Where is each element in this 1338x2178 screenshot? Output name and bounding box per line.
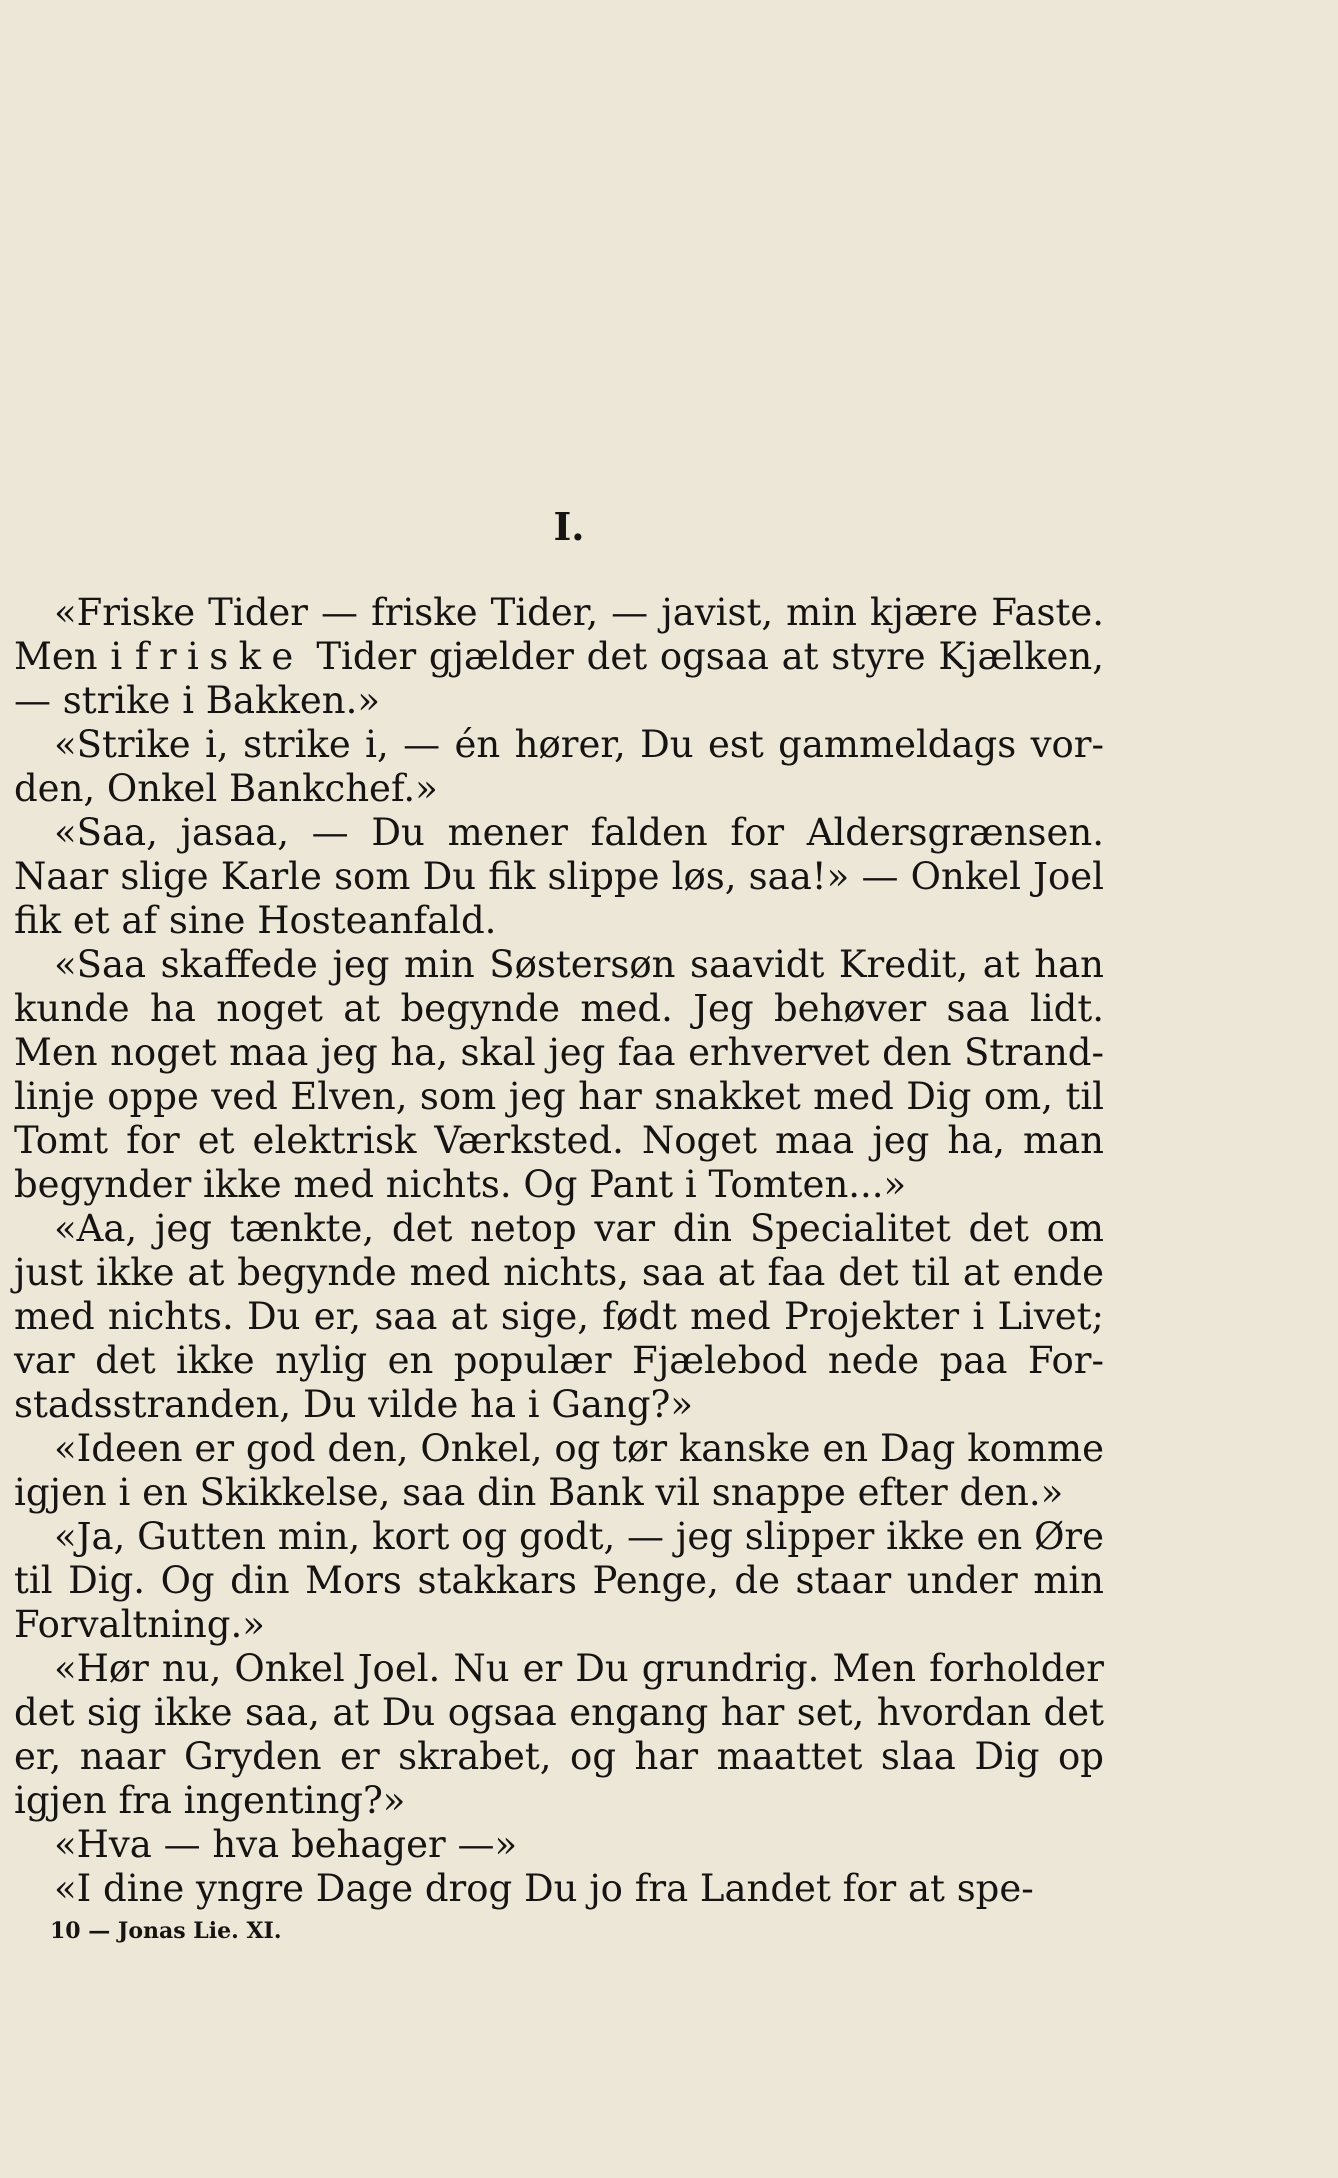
paragraph-4: «Saa skaffede jeg min Søstersøn saavidt Kredit, at han kunde ha noget at begynde med. Jeg behøver saa lidt. Men noget maa jeg ha, skal jeg faa erhvervet den Strandlinje oppe ved Elven, som jeg har snakket med Dig om, til Tomt for et elektrisk Værksted. Noget maa jeg ha, man begynder ikke med nichts. Og Pant i Tomten...» bbox=[14, 943, 1104, 1206]
paragraph-7: «Ja, Gutten min, kort og godt, — jeg slipper ikke en Øre til Dig. Og din Mors stakkars Penge, de staar under min Forvaltning.» bbox=[14, 1515, 1104, 1646]
paragraph-2: «Strike i, strike i, — én hører, Du est gammeldags vorden, Onkel Bankchef.» bbox=[14, 723, 1104, 810]
paragraph-8: «Hør nu, Onkel Joel. Nu er Du grundrig. Men forholder det sig ikke saa, at Du ogsaa engang har set, hvordan det er, naar Gryden er skrabet, og har maattet slaa Dig op igjen fra ingenting?» bbox=[14, 1647, 1104, 1822]
signature-footer: 10 — Jonas Lie. XI. bbox=[50, 1918, 282, 1944]
paragraph-10: «I dine yngre Dage drog Du jo fra Landet for at spe- bbox=[54, 1867, 1034, 1910]
page-text bbox=[14, 505, 1104, 1911]
paragraph-1 bbox=[14, 591, 1104, 723]
paragraph-5: «Aa, jeg tænkte, det netop var din Specialitet det om just ikke at begynde med nichts, saa at faa det til at ende med nichts. Du er, saa at sige, født med Projekter i Livet; var det ikke nylig en populær Fjælebod nede paa Forstadsstranden, Du vilde ha i Gang?» bbox=[14, 1207, 1104, 1426]
paragraph-9: «Hva — hva behager —» bbox=[54, 1823, 518, 1866]
paragraph-text: «Friske Tider — friske Tider, — javist, min kjære Faste. Men i bbox=[14, 591, 1104, 678]
paragraph-6: «Ideen er god den, Onkel, og tør kanske en Dag komme igjen i en Skikkelse, saa din Bank vil snappe efter den.» bbox=[14, 1427, 1104, 1514]
paragraph-3: «Saa, jasaa, — Du mener falden for Aldersgrænsen. Naar slige Karle som Du fik slippe løs, saa!» — Onkel Joel fik et af sine Hosteanfald. bbox=[14, 811, 1104, 942]
emphasis-word: friske bbox=[134, 635, 304, 678]
paragraph-text: Tider gjælder det ogsaa at styre Kjælken, — strike i Bakken.» bbox=[14, 635, 1104, 722]
chapter-heading: I. bbox=[553, 504, 585, 549]
